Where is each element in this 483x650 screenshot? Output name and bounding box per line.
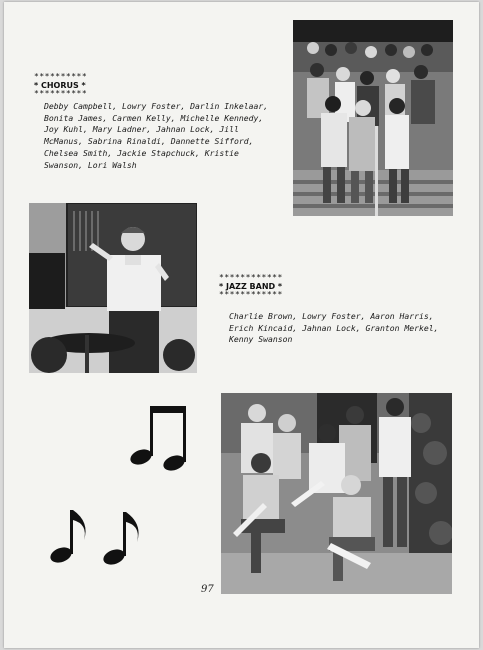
jazz-stars-top: ************ (219, 273, 283, 282)
chorus-names-line: Chelsea Smith, Jackie Stapchuck, Kristie (44, 147, 239, 158)
chorus-heading: * CHORUS * (34, 81, 86, 90)
jazz-names-line: Kenny Swanson (229, 334, 293, 345)
yearbook-page (4, 2, 479, 648)
jazz-stars-bottom: ************ (219, 290, 283, 299)
jazz-band-names (229, 311, 439, 346)
chorus-names-line: Bonita James, Carmen Kelly, Michelle Kennedy, (44, 112, 264, 123)
chorus-names-line: Joy Kuhl, Mary Ladner, Jahnan Lock, Jill (44, 124, 239, 135)
page-number: 97 (201, 584, 214, 595)
beamed-note-icon (128, 402, 190, 476)
chorus-names-line: Swanson, Lori Walsh (44, 159, 137, 170)
jazz-band-heading: * JAZZ BAND * (219, 282, 283, 291)
chorus-group-photo (293, 20, 453, 216)
jazz-names-line: Charlie Brown, Lowry Foster, Aaron Harris, (229, 311, 434, 321)
chorus-stars-top: ********** (34, 72, 88, 81)
director-photo (29, 203, 197, 373)
jazz-band-photo (221, 393, 452, 594)
chorus-names-line: Debby Campbell, Lowry Foster, Darlin Inkelaar, (44, 101, 269, 111)
chorus-names (44, 101, 268, 171)
chorus-names-line: McManus, Sabrina Rinaldi, Dannette Sifford, (44, 136, 254, 147)
jazz-names-line: Erich Kincaid, Jahnan Lock, Granton Merkel, (229, 322, 439, 333)
chorus-stars-bottom: ********** (34, 89, 88, 98)
eighth-notes-icon (44, 504, 144, 570)
